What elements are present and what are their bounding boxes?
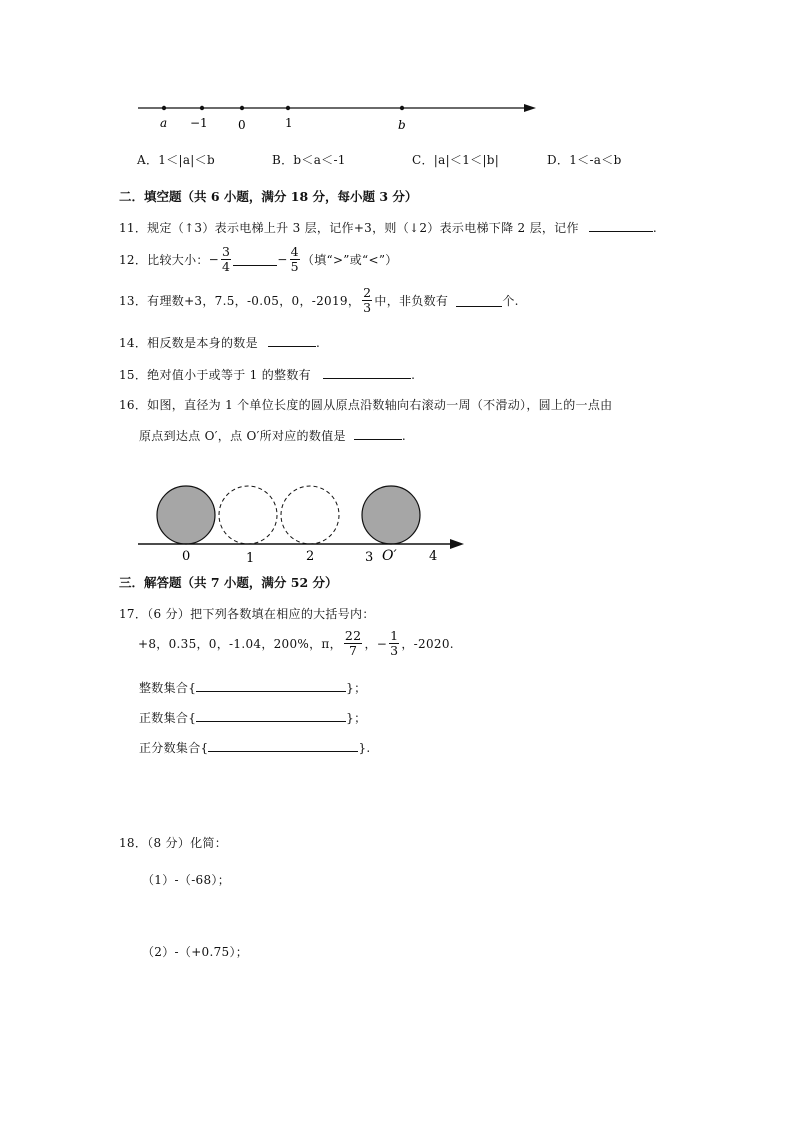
q12-f2-num: 4 bbox=[290, 244, 299, 259]
q13-prefix: 13．有理数+3，7.5，-0.05，0，-2019， bbox=[119, 294, 361, 308]
q15-end: . bbox=[411, 368, 416, 382]
q13-fraction bbox=[362, 286, 372, 315]
q13-suffix: 中，非负数有 bbox=[374, 294, 449, 308]
q17-f2-den: 3 bbox=[390, 643, 399, 658]
fig-label-0: 0 bbox=[182, 549, 191, 564]
positive-fraction-set-end: }. bbox=[358, 741, 371, 755]
q14-text: 14．相反数是本身的数是 bbox=[119, 336, 258, 350]
rolling-circle-figure bbox=[134, 476, 474, 566]
q12-fraction-2 bbox=[290, 245, 300, 274]
positive-fraction-set-label: 正分数集合{ bbox=[139, 741, 209, 755]
integer-set-label: 整数集合{ bbox=[139, 681, 197, 695]
label-neg1: −1 bbox=[190, 116, 208, 130]
point-one bbox=[286, 106, 290, 110]
q12-prefix: 12．比较大小： bbox=[119, 253, 209, 267]
q17-f1-den: 7 bbox=[349, 643, 358, 658]
label-zero: 0 bbox=[238, 118, 246, 132]
q13-f-num: 2 bbox=[363, 285, 372, 300]
point-a bbox=[162, 106, 166, 110]
positive-set-end: }； bbox=[346, 711, 367, 725]
q12-f1-num: 3 bbox=[222, 244, 231, 259]
option-a: A．1＜|a|＜b bbox=[137, 153, 215, 167]
q15-text: 15．绝对值小于或等于 1 的整数有 bbox=[119, 368, 311, 382]
question-18-header: 18．（8 分）化简： bbox=[119, 836, 228, 850]
question-11 bbox=[119, 219, 657, 236]
q13-answer-blank[interactable] bbox=[456, 294, 502, 307]
positive-fraction-set-line bbox=[139, 739, 371, 756]
q17-fraction-22-7 bbox=[344, 629, 363, 658]
q11-answer-blank[interactable] bbox=[589, 219, 653, 232]
question-12: 12．比较大小：− $\frac{3}{4}$ − $\frac{4}{5}$ （填“>”或“<”） bbox=[119, 244, 398, 274]
q17-fraction-1-3 bbox=[389, 629, 399, 658]
question-13 bbox=[119, 286, 519, 315]
dashed-circle-1 bbox=[219, 486, 277, 544]
q13-f-den: 3 bbox=[363, 300, 372, 315]
integer-set-line bbox=[139, 679, 366, 696]
question-18-part-1: （1）-（-68）； bbox=[142, 873, 231, 887]
option-b: B．b＜a＜-1 bbox=[272, 153, 346, 167]
integer-set-blank[interactable] bbox=[196, 679, 346, 692]
label-a: a bbox=[160, 116, 168, 130]
fig-label-4: 4 bbox=[429, 549, 438, 564]
figure-axis-arrow bbox=[450, 539, 464, 549]
question-14 bbox=[119, 334, 320, 351]
question-18-part-2: （2）-（+0.75）； bbox=[142, 945, 249, 959]
start-circle bbox=[157, 486, 215, 544]
label-one: 1 bbox=[285, 116, 293, 130]
q17-numbers-suffix: ，-2020. bbox=[401, 637, 454, 651]
positive-set-label: 正数集合{ bbox=[139, 711, 197, 725]
question-16-line-2 bbox=[139, 427, 406, 444]
q16-line2-text: 原点到达点 O′，点 O′所对应的数值是 bbox=[139, 429, 346, 443]
fig-label-o-prime: O′ bbox=[382, 548, 397, 564]
q12-f1-den: 4 bbox=[222, 259, 231, 274]
q17-f2-num: 1 bbox=[390, 628, 399, 643]
q15-answer-blank[interactable] bbox=[323, 366, 411, 379]
positive-fraction-set-blank[interactable] bbox=[208, 739, 358, 752]
question-17-header: 17．（6 分）把下列各数填在相应的大括号内： bbox=[119, 607, 375, 621]
q12-fraction-1 bbox=[221, 245, 231, 274]
fig-label-1: 1 bbox=[246, 551, 255, 566]
point-zero bbox=[240, 106, 244, 110]
q17-f1-num: 22 bbox=[344, 628, 362, 643]
q16-answer-blank[interactable] bbox=[354, 427, 402, 440]
number-line-figure bbox=[130, 95, 550, 140]
section-3-title: 三．解答题（共 7 小题，满分 52 分） bbox=[119, 575, 338, 590]
dashed-circle-2 bbox=[281, 486, 339, 544]
section-2-title: 二．填空题（共 6 小题，满分 18 分，每小题 3 分） bbox=[119, 189, 418, 204]
q12-answer-blank[interactable] bbox=[233, 253, 277, 266]
question-16-line-1: 16．如图，直径为 1 个单位长度的圆从原点沿数轴向右滚动一周（不滑动），圆上的一点由 bbox=[119, 398, 613, 412]
positive-set-blank[interactable] bbox=[196, 709, 346, 722]
fig-label-2: 2 bbox=[306, 549, 315, 564]
question-15 bbox=[119, 366, 415, 383]
q14-end: . bbox=[316, 336, 321, 350]
option-d: D．1＜-a＜b bbox=[547, 153, 622, 167]
q11-text: 11．规定（↑3）表示电梯上升 3 层，记作+3，则（↓2）表示电梯下降 2 层，记作 bbox=[119, 221, 579, 235]
positive-set-line bbox=[139, 709, 366, 726]
q14-answer-blank[interactable] bbox=[268, 334, 316, 347]
q16-end: . bbox=[401, 429, 407, 443]
q17-numbers-prefix: +8，0.35，0，-1.04，200%，π， bbox=[138, 637, 342, 651]
end-circle bbox=[362, 486, 420, 544]
q13-end: 个. bbox=[502, 294, 519, 308]
q11-end: . bbox=[652, 221, 658, 235]
number-line-arrow bbox=[524, 104, 536, 112]
point-neg1 bbox=[200, 106, 204, 110]
question-17-numbers: +8，0.35，0，-1.04，200%，π， $\frac{22}{7}$ ，− $\frac{1}{3}$ ，-2020. bbox=[138, 628, 454, 658]
fig-label-3: 3 bbox=[365, 550, 374, 565]
q12-f2-den: 5 bbox=[290, 259, 299, 274]
option-c: C．|a|＜1＜|b| bbox=[412, 153, 500, 167]
q12-suffix: （填“>”或“<”） bbox=[301, 253, 398, 267]
point-b bbox=[400, 106, 404, 110]
label-b: b bbox=[398, 118, 406, 132]
integer-set-end: }； bbox=[346, 681, 367, 695]
